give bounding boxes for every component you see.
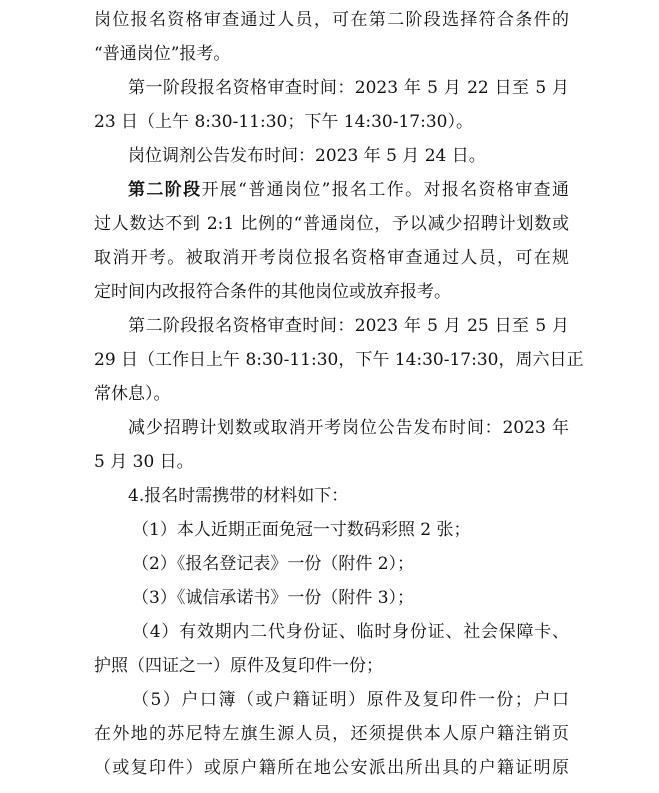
bold-lead: 第二阶段 <box>128 180 202 200</box>
text-line: “普通岗位”报考。 <box>94 44 231 64</box>
text-line: 护照（四证之一）原件及复印件一份； <box>94 656 383 676</box>
text-line: 定时间内改报符合条件的其他岗位或放弃报考。 <box>94 282 451 302</box>
text-line: 常休息）。 <box>94 384 171 404</box>
text-line: 第一阶段报名资格审查时间：2023 年 5 月 22 日至 5 月 <box>128 78 569 98</box>
text-line: 取消开考。被取消开考岗位报名资格审查通过人员，可在规 <box>94 248 569 268</box>
text-line: 减少招聘计划数或取消开考岗位公告发布时间：2023 年 <box>128 418 569 438</box>
text-line: （或复印件）或原户籍所在地公安派出所出具的户籍证明原 <box>94 758 569 778</box>
text-line: 第二阶段报名资格审查时间：2023 年 5 月 25 日至 5 月 <box>128 316 569 336</box>
text-line: 23 日（上午 8:30-11:30；下午 14:30-17:30）。 <box>94 112 473 132</box>
text-line: （5）户口簿（或户籍证明）原件及复印件一份；户口 <box>132 690 569 710</box>
text-line: （1）本人近期正面免冠一寸数码彩照 2 张； <box>132 520 471 540</box>
text-line: 开展“普通岗位”报名工作。对报名资格审查通 <box>201 180 569 200</box>
text-line: 岗位报名资格审查通过人员，可在第二阶段选择符合条件的 <box>94 10 569 30</box>
text-line: 29 日（工作日上午 8:30-11:30，下午 14:30-17:30，周六日正 <box>94 350 584 370</box>
text-line: （3）《诚信承诺书》一份（附件 3）； <box>132 588 415 608</box>
text-line: 5 月 30 日。 <box>94 452 194 472</box>
paragraph-line-with-bold-lead <box>128 173 569 207</box>
text-line: （4）有效期内二代身份证、临时身份证、社会保障卡、 <box>132 622 569 642</box>
text-line: 过人数达不到 2:1 比例的“普通岗位，予以减少招聘计划数或 <box>94 214 569 234</box>
text-line: 在外地的苏尼特左旗生源人员，还须提供本人原户籍注销页 <box>94 724 569 744</box>
text-line: （2）《报名登记表》一份（附件 2）； <box>132 554 415 574</box>
text-line: 4.报名时需携带的材料如下： <box>128 486 349 506</box>
text-line: 岗位调剂公告发布时间：2023 年 5 月 24 日。 <box>128 146 486 166</box>
